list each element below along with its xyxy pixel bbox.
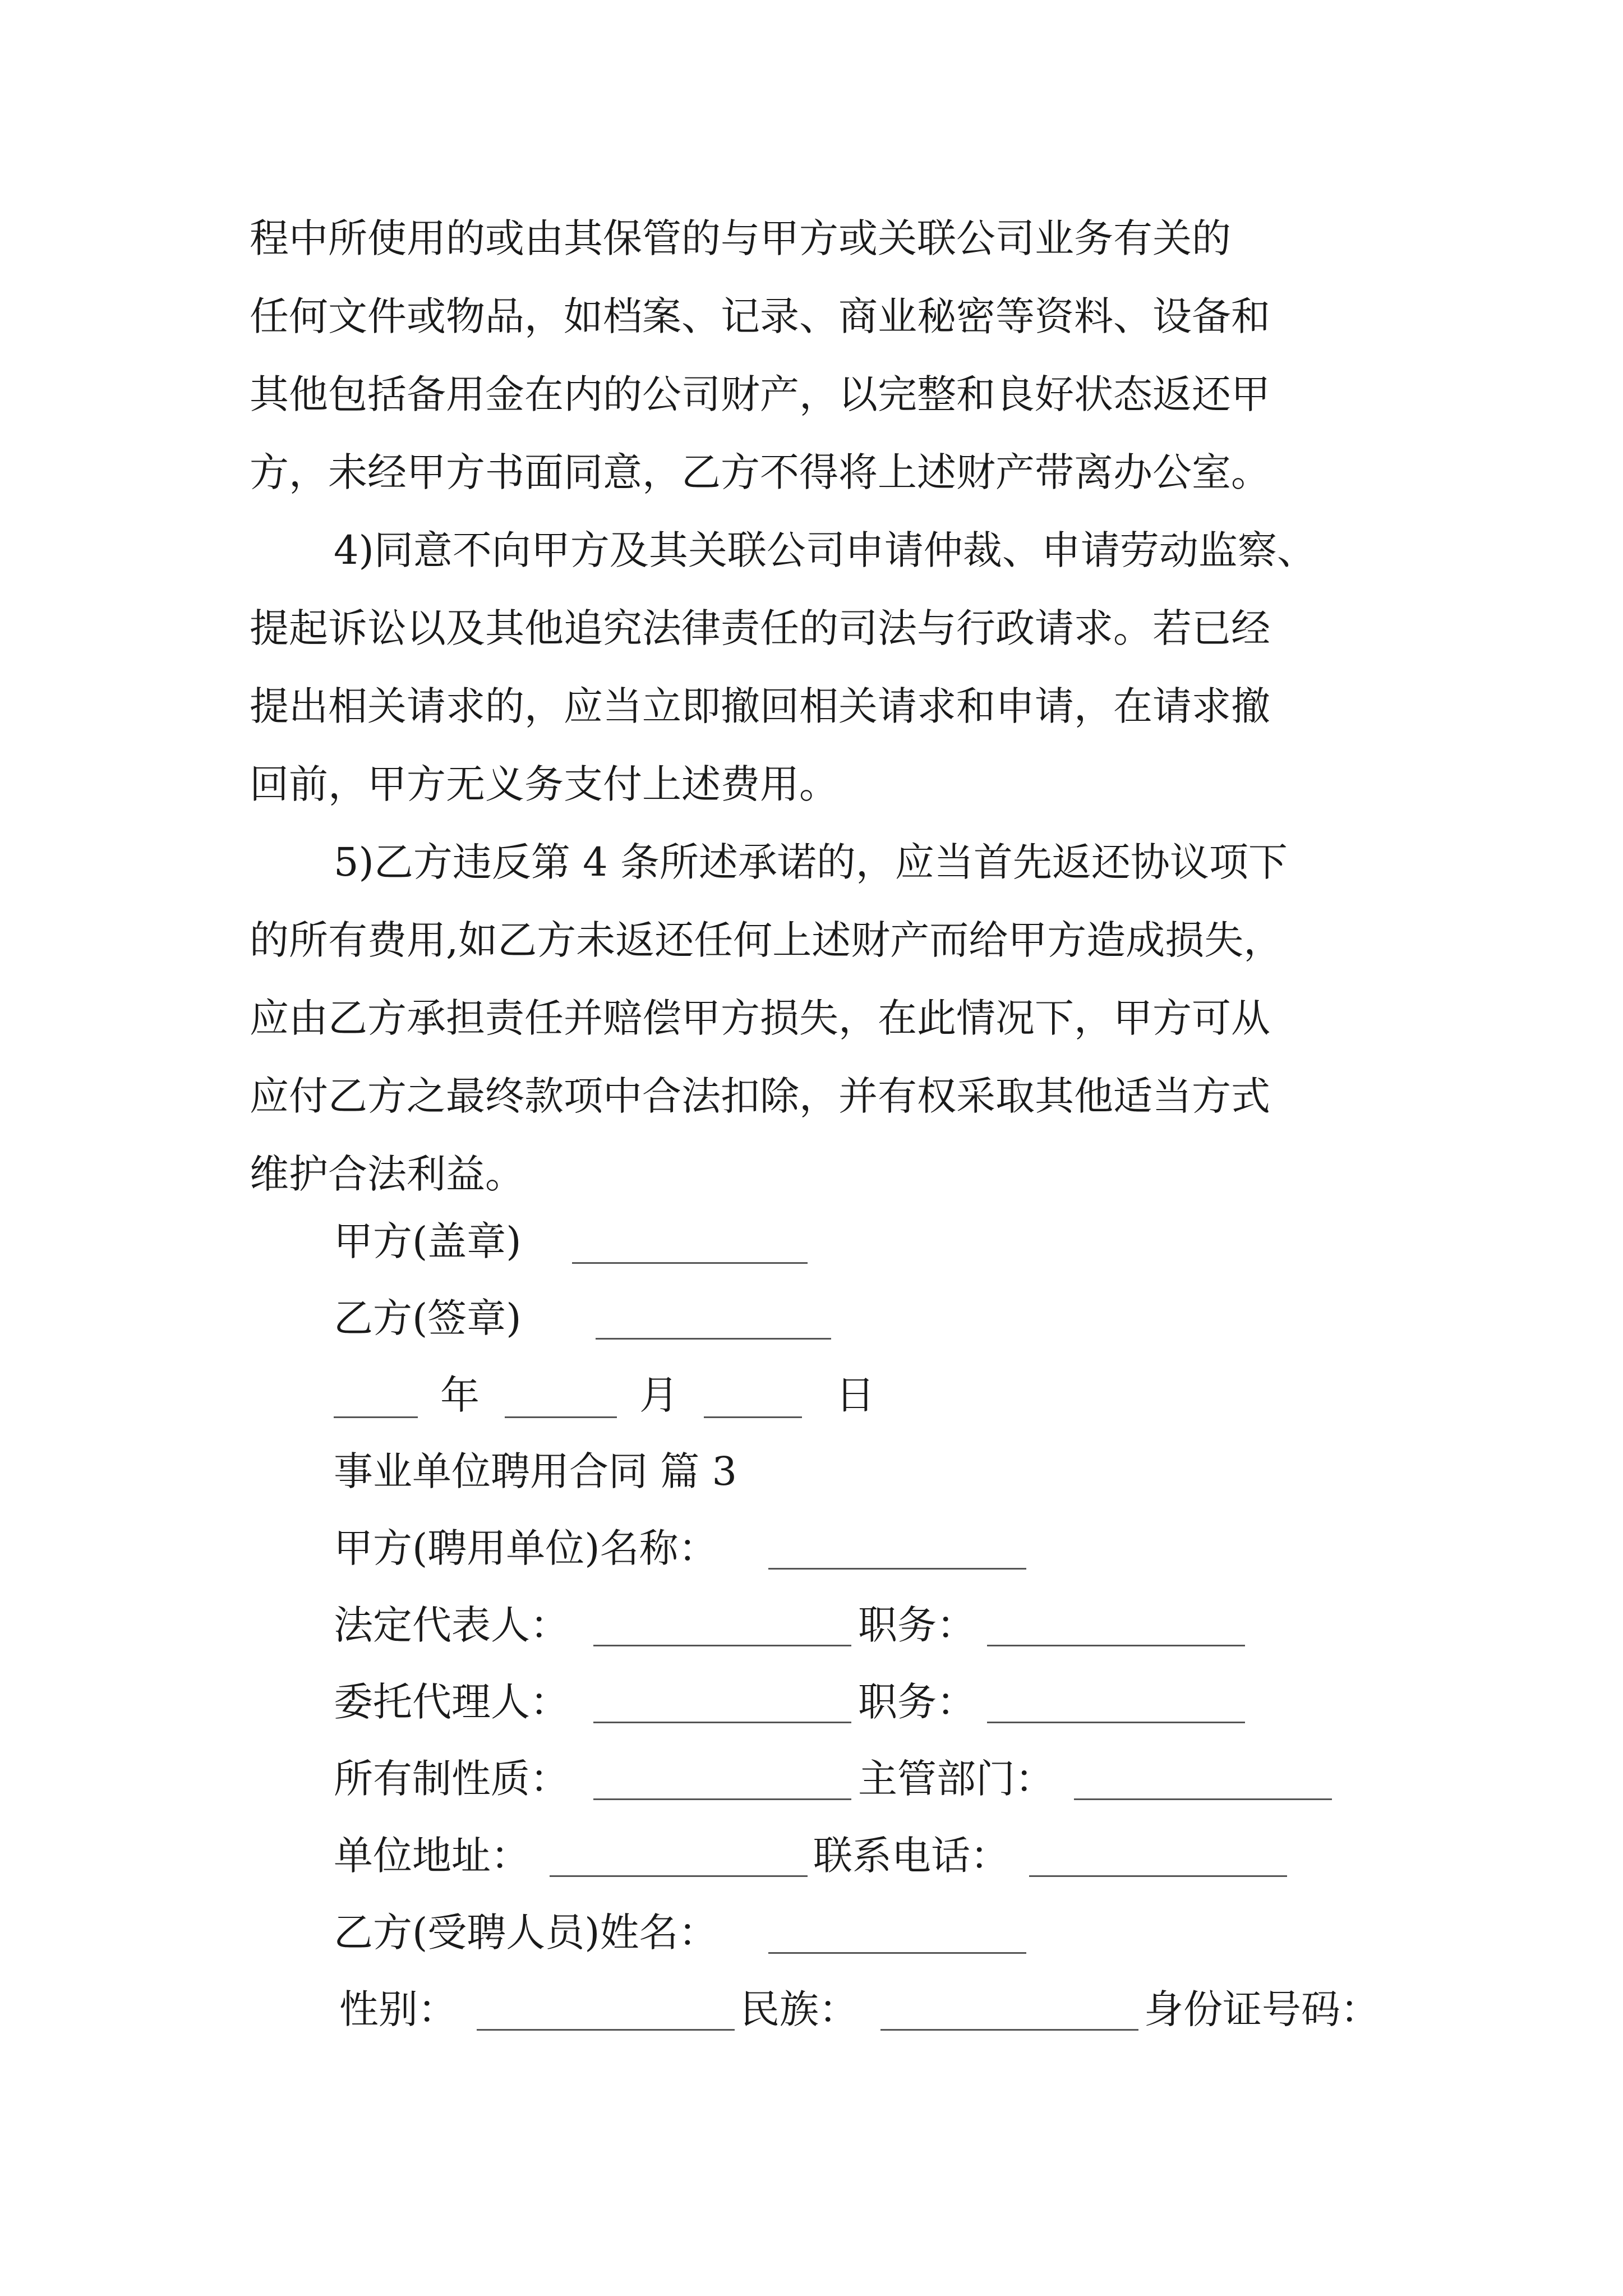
ownership-label: 所有制性质： [334,1756,569,1802]
body-line-12: 应付乙方之最终款项中合法扣除，并有权采取其他适当方式 [250,1073,1270,1119]
authority-label: 主管部门： [858,1756,1054,1802]
party-a-seal-label: 甲方(盖章) [334,1218,522,1264]
body-line-6: 提起诉讼以及其他追究法律责任的司法与行政请求。若已经 [250,605,1270,651]
party-b-sign-label: 乙方(签章) [334,1295,522,1341]
address-blank[interactable] [550,1875,808,1877]
day-blank[interactable] [704,1416,802,1418]
ethnicity-label: 民族： [740,1986,858,2032]
year-blank[interactable] [334,1416,418,1418]
position-label-2: 职务： [858,1679,976,1725]
party-a-name-label: 甲方(聘用单位)名称： [334,1525,718,1571]
party-b-name-blank[interactable] [768,1952,1026,1954]
section-title: 事业单位聘用合同 篇 3 [334,1448,737,1494]
year-label: 年 [440,1372,479,1418]
body-line-9: 5)乙方违反第 4 条所述承诺的，应当首先返还协议项下 [334,839,1288,885]
id-number-label: 身份证号码： [1144,1986,1380,2032]
position-blank-1[interactable] [987,1645,1245,1646]
party-a-seal-blank[interactable] [572,1262,808,1264]
agent-label: 委托代理人： [334,1679,569,1725]
ethnicity-blank[interactable] [880,2029,1138,2031]
legal-rep-blank[interactable] [593,1645,851,1646]
gender-blank[interactable] [477,2029,735,2031]
body-line-13: 维护合法利益。 [250,1151,524,1197]
body-line-5: 4)同意不向甲方及其关联公司申请仲裁、申请劳动监察、 [334,527,1316,573]
body-line-11: 应由乙方承担责任并赔偿甲方损失，在此情况下，甲方可从 [250,995,1270,1041]
body-line-3: 其他包括备用金在内的公司财产，以完整和良好状态返还甲 [250,371,1270,417]
body-line-10: 的所有费用,如乙方未返还任何上述财产而给甲方造成损失， [250,917,1283,963]
day-label: 日 [836,1372,875,1418]
position-blank-2[interactable] [987,1722,1245,1723]
party-b-name-label: 乙方(受聘人员)姓名： [334,1910,718,1955]
body-line-2: 任何文件或物品，如档案、记录、商业秘密等资料、设备和 [250,293,1270,339]
address-label: 单位地址： [334,1833,530,1879]
body-line-7: 提出相关请求的，应当立即撤回相关请求和申请，在请求撤 [250,683,1270,729]
gender-label: 性别： [339,1986,457,2032]
phone-blank[interactable] [1029,1875,1287,1877]
month-blank[interactable] [505,1416,617,1418]
party-a-name-blank[interactable] [768,1568,1026,1570]
agent-blank[interactable] [593,1722,851,1723]
month-label: 月 [639,1372,679,1418]
phone-label: 联系电话： [813,1833,1009,1879]
authority-blank[interactable] [1074,1798,1332,1800]
body-line-4: 方，未经甲方书面同意，乙方不得将上述财产带离办公室。 [250,449,1270,495]
party-b-sign-blank[interactable] [596,1338,831,1340]
body-line-8: 回前，甲方无义务支付上述费用。 [250,761,838,807]
ownership-blank[interactable] [593,1798,851,1800]
body-line-1: 程中所使用的或由其保管的与甲方或关联公司业务有关的 [250,215,1231,261]
legal-rep-label: 法定代表人： [334,1602,569,1648]
position-label-1: 职务： [858,1602,976,1648]
